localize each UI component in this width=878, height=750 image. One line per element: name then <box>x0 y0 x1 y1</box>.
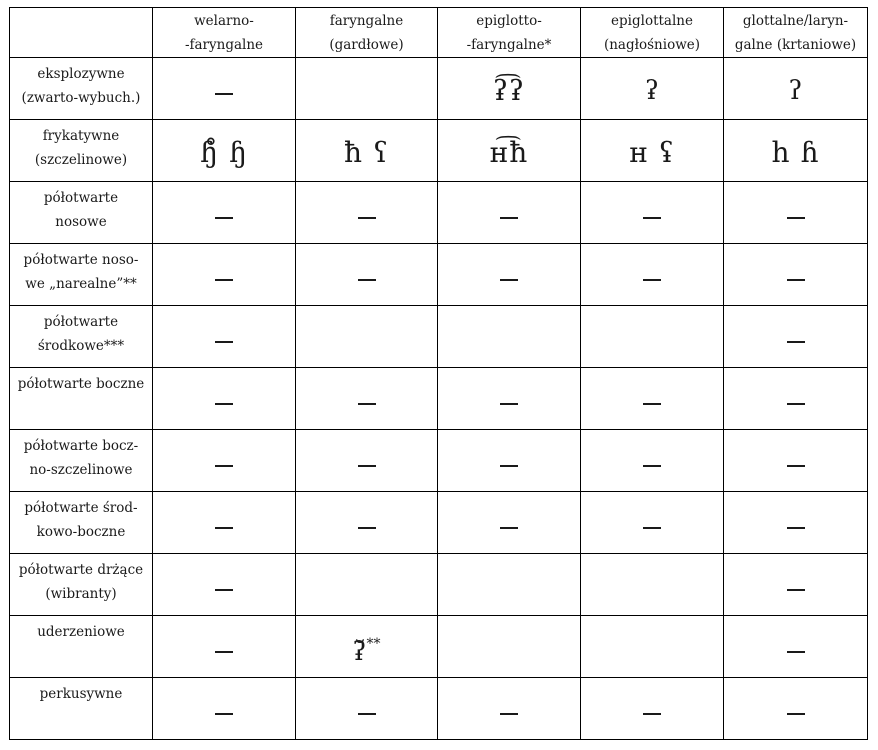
table-cell <box>581 492 724 554</box>
table-row <box>10 430 868 492</box>
table-cell <box>724 492 868 554</box>
not-applicable-dash <box>358 527 376 529</box>
table-cell <box>153 678 296 740</box>
header-cell <box>296 8 438 58</box>
row-label: półotwarte noso- we „narealne”** <box>23 252 139 292</box>
not-applicable-dash <box>787 465 805 467</box>
cell-dash-wrap <box>153 58 295 119</box>
not-applicable-dash <box>215 651 233 653</box>
not-applicable-dash <box>358 713 376 715</box>
row-label: półotwarte środkowe*** <box>37 314 125 354</box>
cell-dash-wrap <box>153 678 295 739</box>
table-cell <box>581 430 724 492</box>
header-cell-label: epiglottalne (nagłośniowe) <box>603 13 701 53</box>
not-applicable-dash <box>643 527 661 529</box>
not-applicable-dash <box>215 465 233 467</box>
cell-dash-wrap <box>296 244 437 305</box>
cell-dash-wrap <box>724 368 867 429</box>
table-row <box>10 306 868 368</box>
cell-symbol-wrap <box>438 58 580 119</box>
cell-symbol-wrap <box>296 616 437 677</box>
not-applicable-dash <box>215 279 233 281</box>
table-cell <box>581 616 724 678</box>
not-applicable-dash <box>787 527 805 529</box>
table-cell <box>438 678 581 740</box>
table-cell <box>438 58 581 120</box>
table-cell <box>724 120 868 182</box>
table-cell <box>153 306 296 368</box>
table-cell <box>296 120 438 182</box>
row-header-cell <box>10 430 153 492</box>
table-cell <box>438 492 581 554</box>
header-row <box>10 8 868 58</box>
row-header-cell <box>10 368 153 430</box>
cell-dash-wrap <box>724 616 867 677</box>
table-cell <box>724 182 868 244</box>
row-label: półotwarte bocz- no-szczelinowe <box>23 438 139 478</box>
not-applicable-dash <box>787 341 805 343</box>
row-label: półotwarte środ- kowo-boczne <box>24 500 138 540</box>
table-cell <box>581 58 724 120</box>
cell-dash-wrap <box>438 430 580 491</box>
cell-dash-wrap <box>296 182 437 243</box>
table-cell <box>581 182 724 244</box>
header-cell <box>581 8 724 58</box>
ipa-symbol: ħ ʕ <box>344 136 389 169</box>
cell-dash-wrap <box>153 430 295 491</box>
cell-symbol-wrap <box>581 120 723 181</box>
row-label: półotwarte nosowe <box>43 190 119 230</box>
header-cell <box>438 8 581 58</box>
not-applicable-dash <box>215 93 233 95</box>
empty-cell <box>438 554 580 615</box>
not-applicable-dash <box>358 279 376 281</box>
table-cell <box>581 678 724 740</box>
cell-dash-wrap <box>724 244 867 305</box>
table-cell <box>581 368 724 430</box>
table-cell <box>581 120 724 182</box>
footnote-marker: ** <box>366 635 381 652</box>
header-corner <box>10 8 153 58</box>
table-cell <box>296 430 438 492</box>
empty-cell <box>438 616 580 677</box>
cell-dash-wrap <box>438 368 580 429</box>
row-header-cell <box>10 244 153 306</box>
table-row <box>10 492 868 554</box>
table-cell <box>724 368 868 430</box>
table-row <box>10 58 868 120</box>
empty-cell <box>438 306 580 367</box>
table-row <box>10 120 868 182</box>
consonant-table <box>9 7 868 740</box>
not-applicable-dash <box>500 713 518 715</box>
row-label: frykatywne (szczelinowe) <box>34 128 128 168</box>
table-cell <box>724 616 868 678</box>
table-cell <box>438 368 581 430</box>
table-cell <box>581 306 724 368</box>
ipa-symbol: h ɦ <box>771 136 820 169</box>
table-cell <box>581 244 724 306</box>
table-cell <box>153 244 296 306</box>
ipa-symbol-base: ʡ̆ <box>352 636 367 667</box>
not-applicable-dash <box>787 217 805 219</box>
table-cell <box>724 306 868 368</box>
row-header-cell <box>10 58 153 120</box>
cell-dash-wrap <box>581 678 723 739</box>
row-header-cell <box>10 678 153 740</box>
not-applicable-dash <box>643 465 661 467</box>
not-applicable-dash <box>787 651 805 653</box>
table-cell <box>438 616 581 678</box>
ipa-symbol: ɧ̊ ɧ <box>200 136 248 169</box>
table-cell <box>153 120 296 182</box>
table-cell <box>724 554 868 616</box>
cell-symbol-wrap <box>724 120 867 181</box>
cell-dash-wrap <box>724 430 867 491</box>
table-cell <box>296 616 438 678</box>
row-header-cell <box>10 492 153 554</box>
table-cell <box>296 554 438 616</box>
cell-dash-wrap <box>581 368 723 429</box>
row-label: perkusywne <box>39 686 123 702</box>
header-cell-label: glottalne/laryn- galne (krtaniowe) <box>734 13 857 53</box>
not-applicable-dash <box>500 403 518 405</box>
empty-cell <box>581 616 723 677</box>
table-cell <box>153 368 296 430</box>
not-applicable-dash <box>787 403 805 405</box>
cell-dash-wrap <box>153 492 295 553</box>
not-applicable-dash <box>358 403 376 405</box>
table-row <box>10 368 868 430</box>
cell-dash-wrap <box>153 368 295 429</box>
table-cell <box>296 182 438 244</box>
table-cell <box>581 554 724 616</box>
cell-symbol-wrap <box>153 120 295 181</box>
not-applicable-dash <box>215 403 233 405</box>
cell-dash-wrap <box>724 492 867 553</box>
cell-symbol-wrap <box>581 58 723 119</box>
ipa-symbol <box>353 637 381 667</box>
cell-dash-wrap <box>153 306 295 367</box>
row-label: półotwarte drżące (wibranty) <box>18 562 144 602</box>
table-row <box>10 616 868 678</box>
cell-dash-wrap <box>153 616 295 677</box>
header-cell-label: epiglotto- -faryngalne* <box>466 13 552 53</box>
not-applicable-dash <box>787 713 805 715</box>
cell-dash-wrap <box>724 554 867 615</box>
table-cell <box>724 244 868 306</box>
not-applicable-dash <box>215 713 233 715</box>
cell-dash-wrap <box>724 306 867 367</box>
cell-dash-wrap <box>296 678 437 739</box>
cell-dash-wrap <box>296 368 437 429</box>
row-header-cell <box>10 120 153 182</box>
ipa-symbol: ʜ͡ħ <box>489 136 529 169</box>
header-cell-label: welarno- -faryngalne <box>184 13 264 53</box>
table-cell <box>438 182 581 244</box>
table-cell <box>724 58 868 120</box>
not-applicable-dash <box>215 589 233 591</box>
empty-cell <box>581 306 723 367</box>
table-cell <box>296 306 438 368</box>
table-row <box>10 244 868 306</box>
table-row <box>10 554 868 616</box>
ipa-symbol: ʜ ʢ <box>629 136 675 169</box>
cell-symbol-wrap <box>296 120 437 181</box>
not-applicable-dash <box>500 465 518 467</box>
cell-dash-wrap <box>153 244 295 305</box>
table-cell <box>296 58 438 120</box>
ipa-symbol: ʔ <box>788 76 803 106</box>
row-header-cell <box>10 616 153 678</box>
table-cell <box>153 616 296 678</box>
table-cell <box>296 678 438 740</box>
table-cell <box>296 368 438 430</box>
table-cell <box>438 306 581 368</box>
table-body <box>10 8 868 740</box>
not-applicable-dash <box>215 341 233 343</box>
cell-dash-wrap <box>581 182 723 243</box>
cell-dash-wrap <box>438 244 580 305</box>
table-cell <box>153 554 296 616</box>
table-cell <box>724 430 868 492</box>
cell-dash-wrap <box>438 182 580 243</box>
cell-symbol-wrap <box>724 58 867 119</box>
cell-dash-wrap <box>153 554 295 615</box>
not-applicable-dash <box>358 465 376 467</box>
cell-dash-wrap <box>296 430 437 491</box>
empty-cell <box>296 58 437 119</box>
table-cell <box>296 244 438 306</box>
not-applicable-dash <box>358 217 376 219</box>
empty-cell <box>581 554 723 615</box>
table-cell <box>438 244 581 306</box>
row-header-cell <box>10 554 153 616</box>
cell-dash-wrap <box>296 492 437 553</box>
row-header-cell <box>10 182 153 244</box>
table-cell <box>296 492 438 554</box>
not-applicable-dash <box>643 279 661 281</box>
header-cell <box>724 8 868 58</box>
not-applicable-dash <box>500 527 518 529</box>
row-label: półotwarte boczne <box>17 376 145 392</box>
not-applicable-dash <box>500 279 518 281</box>
table-cell <box>438 554 581 616</box>
not-applicable-dash <box>643 713 661 715</box>
table-cell <box>438 430 581 492</box>
not-applicable-dash <box>215 217 233 219</box>
cell-dash-wrap <box>153 182 295 243</box>
table-cell <box>724 678 868 740</box>
cell-dash-wrap <box>724 678 867 739</box>
cell-dash-wrap <box>438 678 580 739</box>
not-applicable-dash <box>643 403 661 405</box>
row-header-cell <box>10 306 153 368</box>
table-cell <box>153 58 296 120</box>
cell-dash-wrap <box>581 430 723 491</box>
table-row <box>10 678 868 740</box>
table-cell <box>153 430 296 492</box>
header-cell <box>153 8 296 58</box>
ipa-symbol: ʡ <box>645 76 659 106</box>
not-applicable-dash <box>787 279 805 281</box>
header-cell-label: faryngalne (gardłowe) <box>329 13 404 53</box>
not-applicable-dash <box>787 589 805 591</box>
row-label: uderzeniowe <box>37 624 125 640</box>
cell-dash-wrap <box>724 182 867 243</box>
table-row <box>10 182 868 244</box>
cell-dash-wrap <box>581 492 723 553</box>
empty-cell <box>296 306 437 367</box>
row-label: eksplozywne (zwarto-wybuch.) <box>21 66 141 106</box>
cell-symbol-wrap <box>438 120 580 181</box>
not-applicable-dash <box>215 527 233 529</box>
not-applicable-dash <box>643 217 661 219</box>
empty-cell <box>296 554 437 615</box>
table-cell <box>153 182 296 244</box>
table-cell <box>438 120 581 182</box>
ipa-symbol: ʡ͡ʡ <box>492 74 526 107</box>
header-cell-label <box>10 8 152 9</box>
cell-dash-wrap <box>581 244 723 305</box>
cell-dash-wrap <box>438 492 580 553</box>
not-applicable-dash <box>500 217 518 219</box>
table-cell <box>153 492 296 554</box>
